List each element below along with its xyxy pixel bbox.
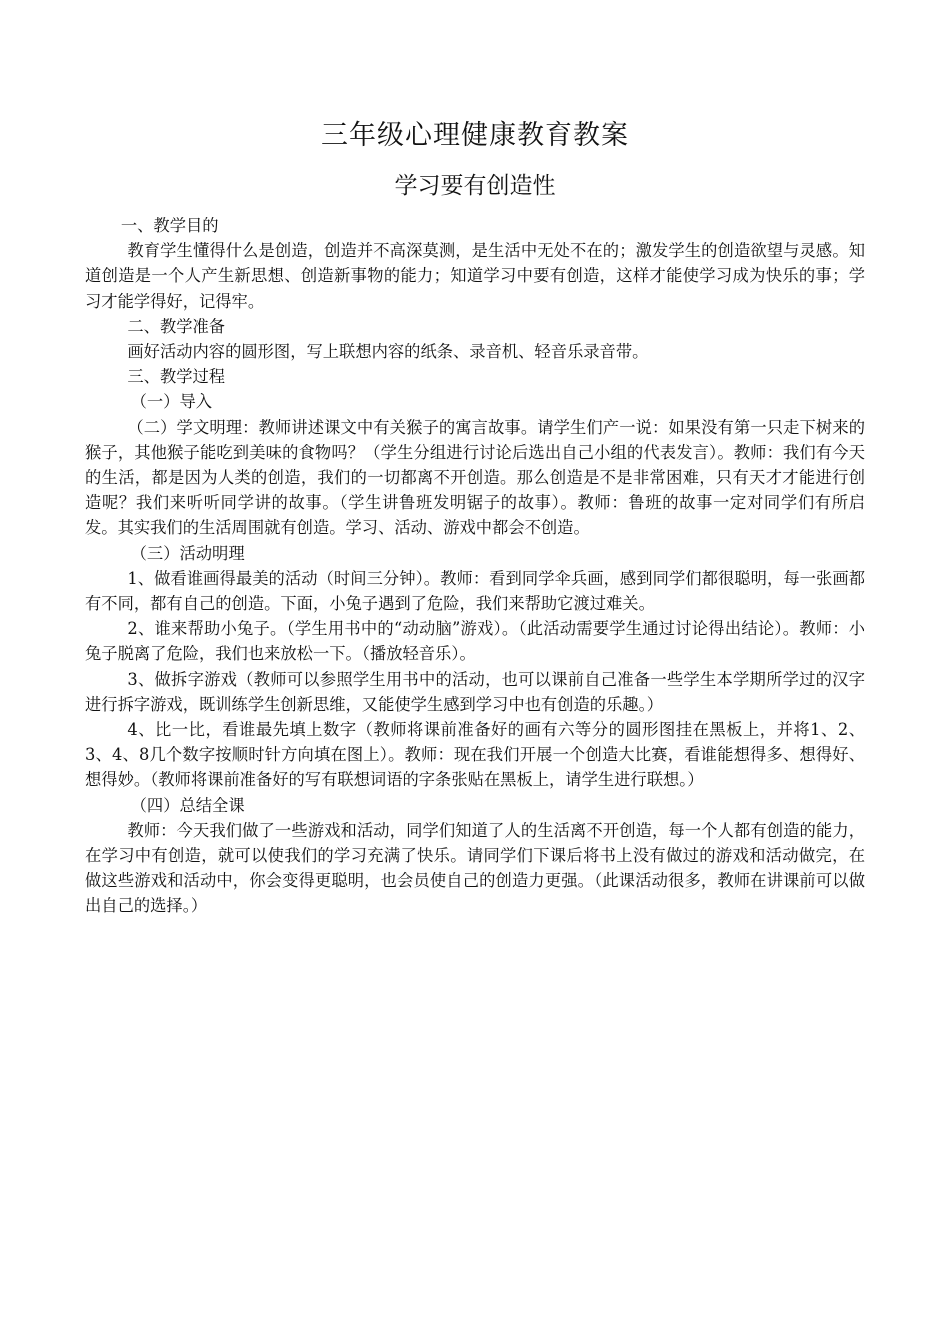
subheading-introduction: （一）导入: [130, 392, 213, 412]
subheading-summary: （四）总结全课: [130, 795, 245, 815]
document-title: 三年级心理健康教育教案: [321, 120, 629, 151]
section-heading-process: 三、教学过程: [127, 367, 226, 387]
paragraph-learning-text: （二）学文明理：教师讲述课文中有关猴子的寓言故事。请学生们产一说：如果没有第一只走下树来的猴子，其他猴子能吃到美味的食物吗？（学生分组进行讨论后选出自己小组的代表发言）。教师：我们有今天的生活，都是因为人类的创造，我们的一切都离不开创造。那么创造是不是非常困难，只有天才才能进行创造呢？我们来听听同学讲的故事。（学生讲鲁班发明锯子的故事）。教师：鲁班的故事一定对同学们有所启发。其实我们的生活周围就有创造。学习、活动、游戏中都会不创造。: [85, 417, 865, 538]
section-heading-preparation: 二、教学准备: [127, 316, 226, 336]
paragraph-activity-4: 4、比一比，看谁最先填上数字（教师将课前准备好的画有六等分的圆形图挂在黑板上，并将1、2、3、4、8几个数字按顺时针方向填在图上）。教师：现在我们开展一个创造大比赛，看谁能想得多、想得好、想得妙。（教师将课前准备好的写有联想词语的字条张贴在黑板上，请学生进行联想。）: [85, 720, 865, 790]
paragraph-preparation: 画好活动内容的圆形图，写上联想内容的纸条、录音机、轻音乐录音带。: [127, 342, 649, 362]
paragraph-objectives: 教育学生懂得什么是创造，创造并不高深莫测，是生活中无处不在的；激发学生的创造欲望与灵感。知道创造是一个人产生新思想、创造新事物的能力；知道学习中要有创造，这样才能使学习成为快乐的事；学习才能学得好，记得牢。: [85, 241, 865, 311]
section-heading-objectives: 一、教学目的: [120, 216, 219, 235]
document-subtitle: 学习要有创造性: [394, 173, 556, 199]
subheading-activities: （三）活动明理: [130, 543, 245, 563]
paragraph-summary: 教师：今天我们做了一些游戏和活动，同学们知道了人的生活离不开创造，每一个人都有创造的能力，在学习中有创造，就可以使我们的学习充满了快乐。请同学们下课后将书上没有做过的游戏和活动做完，在做这些游戏和活动中，你会变得更聪明，也会员使自己的创造力更强。（此课活动很多，教师在讲课前可以做出自己的选择。）: [85, 820, 865, 916]
paragraph-activity-1: 1、做看谁画得最美的活动（时间三分钟）。教师：看到同学伞兵画，感到同学们都很聪明，每一张画都有不同，都有自己的创造。下面，小兔子遇到了危险，我们来帮助它渡过难关。: [85, 568, 865, 614]
paragraph-activity-2: 2、谁来帮助小兔子。（学生用书中的“动动脑”游戏）。（此活动需要学生通过讨论得出结论）。教师：小兔子脱离了危险，我们也来放松一下。（播放轻音乐）。: [85, 619, 865, 664]
paragraph-activity-3: 3、做拆字游戏（教师可以参照学生用书中的活动，也可以课前自己准备一些学生本学期所学过的汉字进行拆字游戏，既训练学生创新思维，又能使学生感到学习中也有创造的乐趣。）: [85, 669, 865, 714]
document-body: [85, 213, 865, 919]
